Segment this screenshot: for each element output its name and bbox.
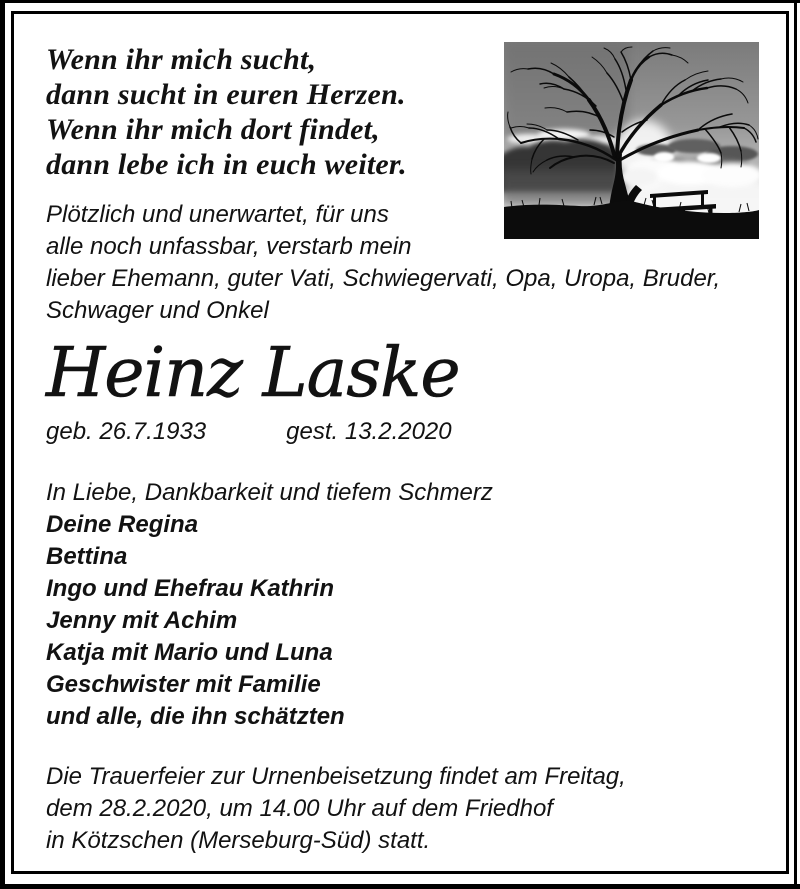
mourner-name: Jenny mit Achim — [46, 607, 238, 634]
funeral-line: dem 28.2.2020, um 14.00 Uhr auf dem Friedhof — [46, 795, 553, 822]
page-edge-right — [794, 0, 797, 889]
mourner-name: Bettina — [46, 543, 128, 570]
poem-line: dann lebe ich in euch weiter. — [46, 148, 407, 181]
poem-line: Wenn ihr mich sucht, — [46, 43, 317, 76]
announcement-line: alle noch unfassbar, verstarb mein — [46, 233, 412, 260]
funeral-info — [46, 761, 762, 857]
page-edge-bottom — [0, 884, 800, 889]
mourner-name: Katja mit Mario und Luna — [46, 639, 333, 666]
memorial-photo — [504, 42, 759, 239]
announcement-line: Schwager und Onkel — [46, 297, 269, 324]
mourner-name: und alle, die ihn schätzten — [46, 703, 345, 730]
poem-line: dann sucht in euren Herzen. — [46, 78, 406, 111]
tree-bench-photo — [504, 42, 759, 239]
announcement-line: lieber Ehemann, guter Vati, Schwiegervati, Opa, Uropa, Bruder, — [46, 265, 721, 292]
mourner-name: Deine Regina — [46, 511, 199, 538]
poem-line: Wenn ihr mich dort findet, — [46, 113, 380, 146]
mourning-intro: In Liebe, Dankbarkeit und tiefem Schmerz — [46, 479, 493, 506]
mourner-name: Geschwister mit Familie — [46, 671, 321, 698]
announcement-line: Plötzlich und unerwartet, für uns — [46, 201, 389, 228]
page-edge-top — [0, 0, 800, 3]
deceased-name: Heinz Laske — [46, 334, 460, 413]
life-dates — [46, 417, 762, 447]
death-date: gest. 13.2.2020 — [286, 418, 452, 445]
page-edge-left — [0, 0, 5, 889]
mourners-list — [46, 509, 762, 733]
funeral-line: in Kötzschen (Merseburg-Süd) statt. — [46, 827, 431, 854]
funeral-line: Die Trauerfeier zur Urnenbeisetzung findet am Freitag, — [46, 763, 626, 790]
obituary-content — [46, 40, 762, 857]
birth-date: geb. 26.7.1933 — [46, 418, 207, 445]
mourner-name: Ingo und Ehefrau Kathrin — [46, 575, 334, 602]
